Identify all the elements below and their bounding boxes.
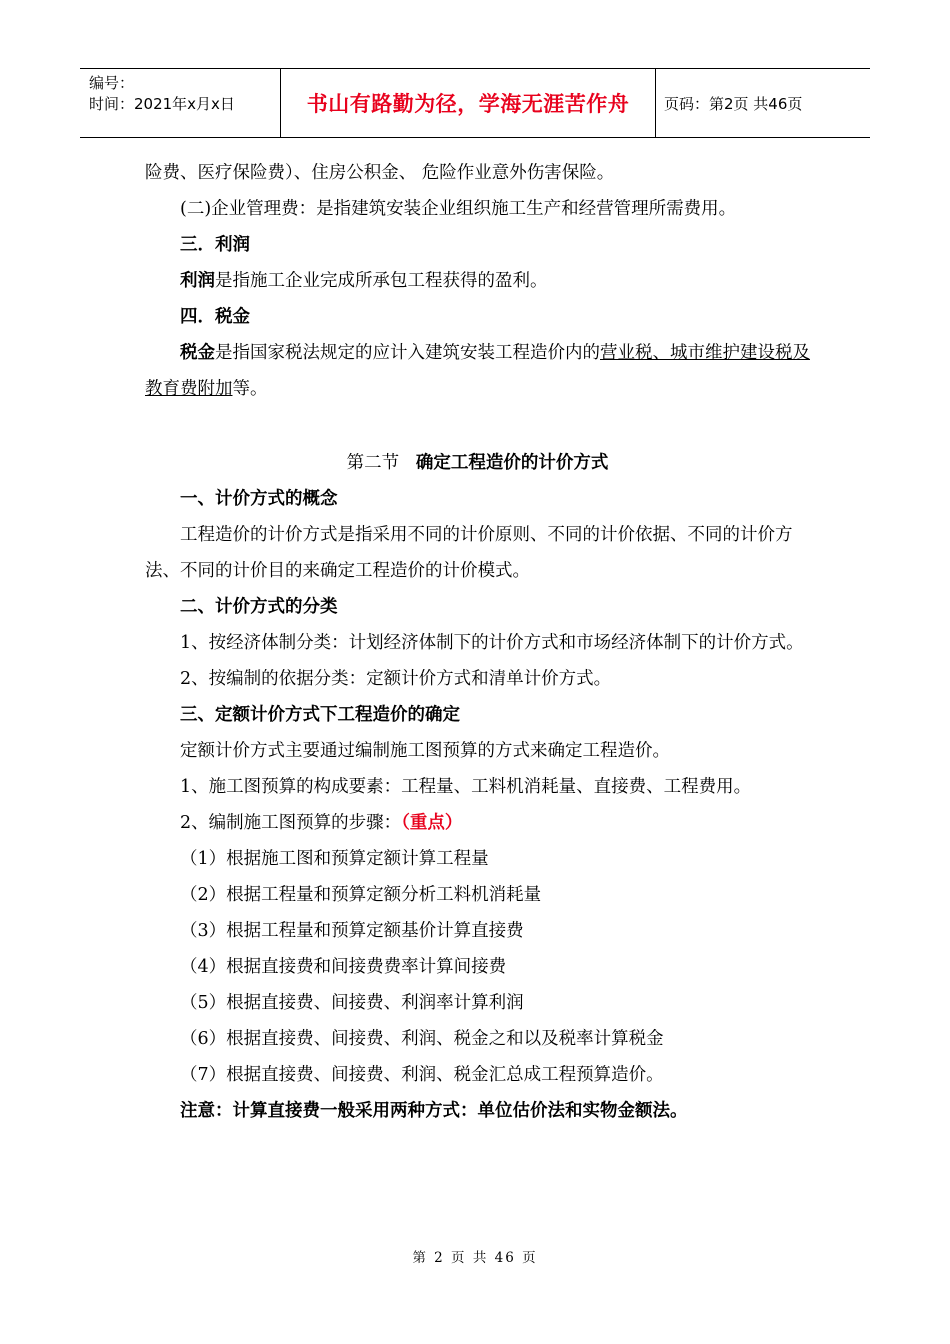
section-prefix: 第二节 xyxy=(346,453,400,473)
definition-text: 是指国家税法规定的应计入建筑安装工程造价内的 xyxy=(215,343,600,363)
list-item: 2、按编制的依据分类：定额计价方式和清单计价方式。 xyxy=(180,669,612,689)
step-item: （7）根据直接费、间接费、利润、税金汇总成工程预算造价。 xyxy=(180,1065,664,1085)
section-title: 确定工程造价的计价方式 xyxy=(415,453,609,473)
document-body xyxy=(145,155,810,1129)
heading-profit: 三．利润 xyxy=(180,235,250,255)
step-item: （2）根据工程量和预算定额分析工料机消耗量 xyxy=(180,885,542,905)
subheading: 三、定额计价方式下工程造价的确定 xyxy=(180,705,460,725)
step-item: （1）根据施工图和预算定额计算工程量 xyxy=(180,849,489,869)
paragraph-tax xyxy=(145,335,810,407)
step-item: （4）根据直接费和间接费费率计算间接费 xyxy=(180,957,507,977)
paragraph: (二)企业管理费：是指建筑安装企业组织施工生产和经营管理所需费用。 xyxy=(180,199,737,219)
key-point-tag: （重点） xyxy=(401,813,463,833)
header-info-cell xyxy=(80,69,281,137)
paragraph: 工程造价的计价方式是指采用不同的计价原则、不同的计价依据、不同的计价方法、不同的计价目的来确定工程造价的计价模式。 xyxy=(145,525,793,581)
list-item: 1、施工图预算的构成要素：工程量、工料机消耗量、直接费、工程费用。 xyxy=(180,777,752,797)
subheading: 一、计价方式的概念 xyxy=(180,489,338,509)
step-item: （5）根据直接费、间接费、利润率计算利润 xyxy=(180,993,524,1013)
definition-text: 是指施工企业完成所承包工程获得的盈利。 xyxy=(215,271,548,291)
step-item: （3）根据工程量和预算定额基价计算直接费 xyxy=(180,921,524,941)
page-header xyxy=(80,68,870,138)
list-item-text: 2、编制施工图预算的步骤： xyxy=(180,813,402,833)
date-line: 时间：2021年x月x日 xyxy=(89,95,235,113)
step-item: （6）根据直接费、间接费、利润、税金之和以及税率计算税金 xyxy=(180,1029,664,1049)
term-tax: 税金 xyxy=(180,343,215,363)
paragraph: 险费、医疗保险费）、住房公积金、 危险作业意外伤害保险。 xyxy=(145,163,615,183)
sentence-end: 等。 xyxy=(232,379,268,399)
heading-tax: 四．税金 xyxy=(180,307,250,327)
subheading: 二、计价方式的分类 xyxy=(180,597,338,617)
header-motto: 书山有路勤为径，学海无涯苦作舟 xyxy=(281,69,656,137)
paragraph-profit xyxy=(145,263,810,299)
list-item xyxy=(145,805,810,841)
page-footer: 第 2 页 共 46 页 xyxy=(412,1250,538,1266)
section-heading xyxy=(145,445,810,481)
header-page-code: 页码：第2页 共46页 xyxy=(664,94,803,113)
number-label: 编号： xyxy=(89,74,135,92)
note: 注意：计算直接费一般采用两种方式：单位估价法和实物金额法。 xyxy=(180,1101,688,1121)
paragraph: 定额计价方式主要通过编制施工图预算的方式来确定工程造价。 xyxy=(180,741,670,761)
list-item: 1、按经济体制分类：计划经济体制下的计价方式和市场经济体制下的计价方式。 xyxy=(180,633,804,653)
underlined-taxes: 营业税、城市维护建设税及教育费附加 xyxy=(145,343,810,399)
term-profit: 利润 xyxy=(180,271,215,291)
